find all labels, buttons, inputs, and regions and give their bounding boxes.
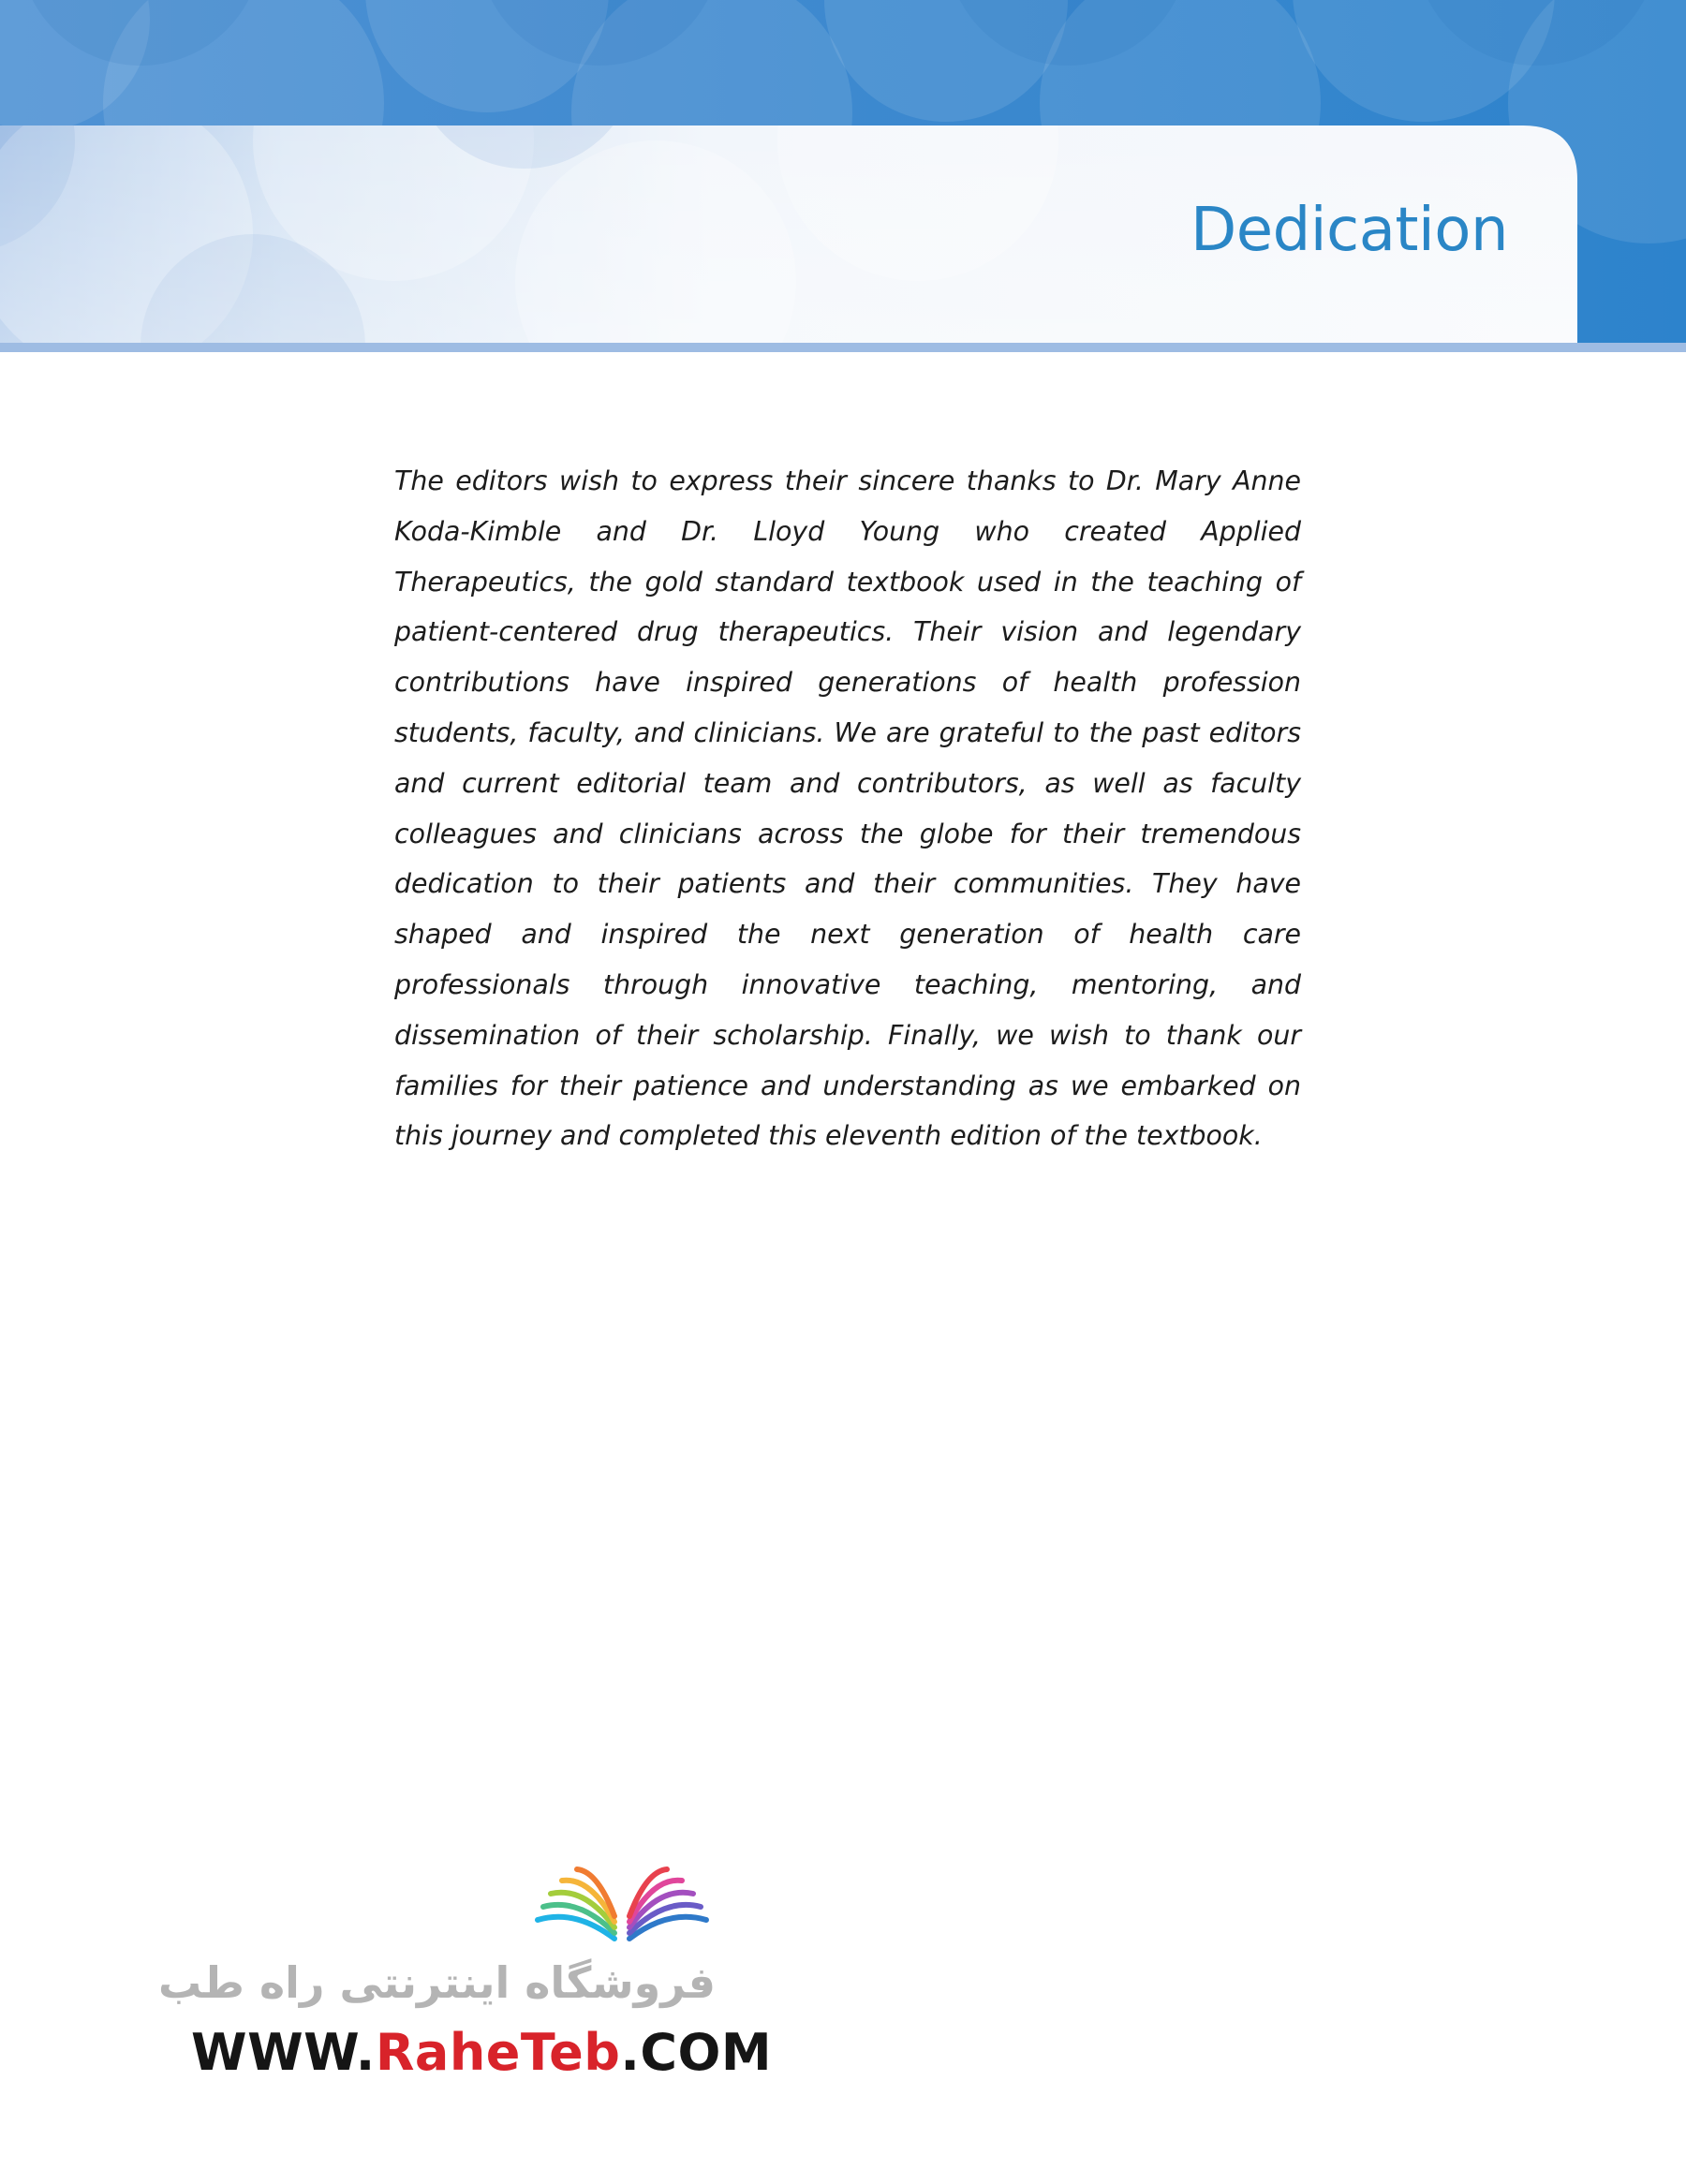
header-banner [0, 0, 1686, 352]
open-book-rainbow-icon [528, 1864, 716, 1954]
watermark-persian-text: فروشگاه اینترنتی راه طب [157, 1957, 716, 2008]
watermark-logo [157, 1864, 773, 2088]
page-title: Dedication [1190, 196, 1508, 265]
watermark-url [191, 2023, 773, 2084]
url-suffix: .COM [620, 2023, 773, 2082]
url-brand: RaheTeb [375, 2023, 621, 2082]
dedication-paragraph: The editors wish to express their sincere thanks to Dr. Mary Anne Koda-Kimble and Dr. Lloyd Young who created Applied Therapeutics, the gold standard textbook used in the teaching of patient-centered drug therapeutics. Their vision and legendary contributions have inspired generations of health profession students, faculty, and clinicians. We are grateful to the past editors and current editorial team and contributors, as well as faculty colleagues and clinicians across the globe for their tremendous dedication to their patients and their communities. They have shaped and inspired the next generation of health care professionals through innovative teaching, mentoring, and dissemination of their scholarship. Finally, we wish to thank our families for their patience and understanding as we embarked on this journey and completed this eleventh edition of the textbook. [394, 465, 1301, 1152]
url-prefix: WWW. [191, 2023, 376, 2082]
banner-background [0, 0, 1686, 352]
